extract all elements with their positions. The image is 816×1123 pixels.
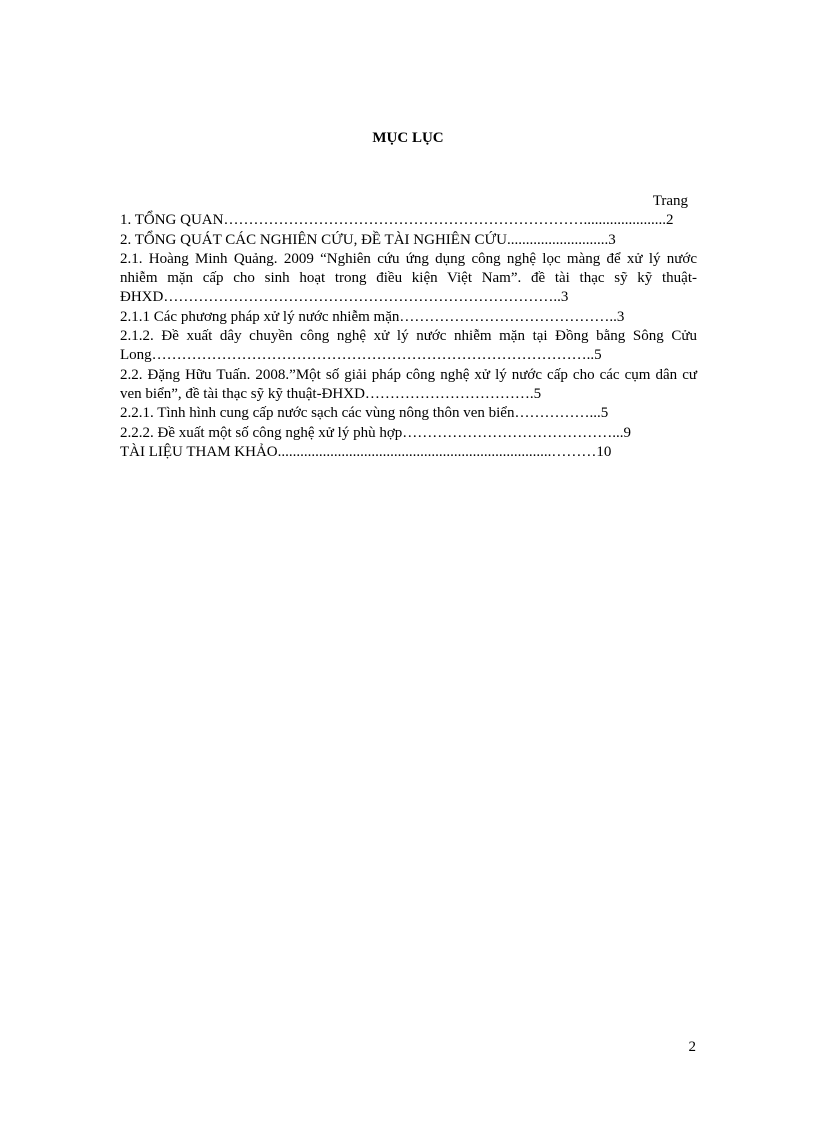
toc-entry-2-1-2: 2.1.2. Đề xuất dây chuyền công nghệ xử lý nước nhiễm mặn tại Đồng bằng Sông Cửu Long……………………………………………………………………………..5 [120,328,697,364]
toc-entry-tong-quat: 2. TỔNG QUÁT CÁC NGHIÊN CỨU, ĐỀ TÀI NGHIÊN CỨU...........................3 [120,231,616,248]
toc-entry-2-2: 2.2. Đặng Hữu Tuấn. 2008.”Một số giải pháp công nghệ xử lý nước cấp cho các cụm dân cư ven biển”, đề tài thạc sỹ kỹ thuật-ĐHXD…………………………….5 [120,366,697,402]
page-column-label: Trang [652,193,688,209]
page-number: 2 [688,1039,696,1055]
toc-entry-2-2-1: 2.2.1. Tình hình cung cấp nước sạch các vùng nông thôn ven biển……………...5 [120,405,609,422]
toc-entry-tong-quan: 1. TỔNG QUAN………………………………………………………………......................2 [120,212,674,229]
toc-entry-2-2-2: 2.2.2. Đề xuất một số công nghệ xử lý phù hợp……………………………………...9 [120,424,632,441]
toc-entry-2-1: 2.1. Hoàng Minh Quảng. 2009 “Nghiên cứu ứng dụng công nghệ lọc màng để xử lý nước nhiễm mặn cấp cho sinh hoạt trong điều kiện Việt Nam”. đề tài thạc sỹ kỹ thuật-ĐHXD……………………………………………………………………..3 [120,250,697,306]
toc-entry-references: TÀI LIỆU THAM KHẢO.........................................................................………10 [120,443,612,460]
page-title: MỤC LỤC [372,130,444,146]
table-of-contents [120,192,697,462]
toc-entry-2-1-1: 2.1.1 Các phương pháp xử lý nước nhiễm mặn……………………………………..3 [120,308,625,325]
